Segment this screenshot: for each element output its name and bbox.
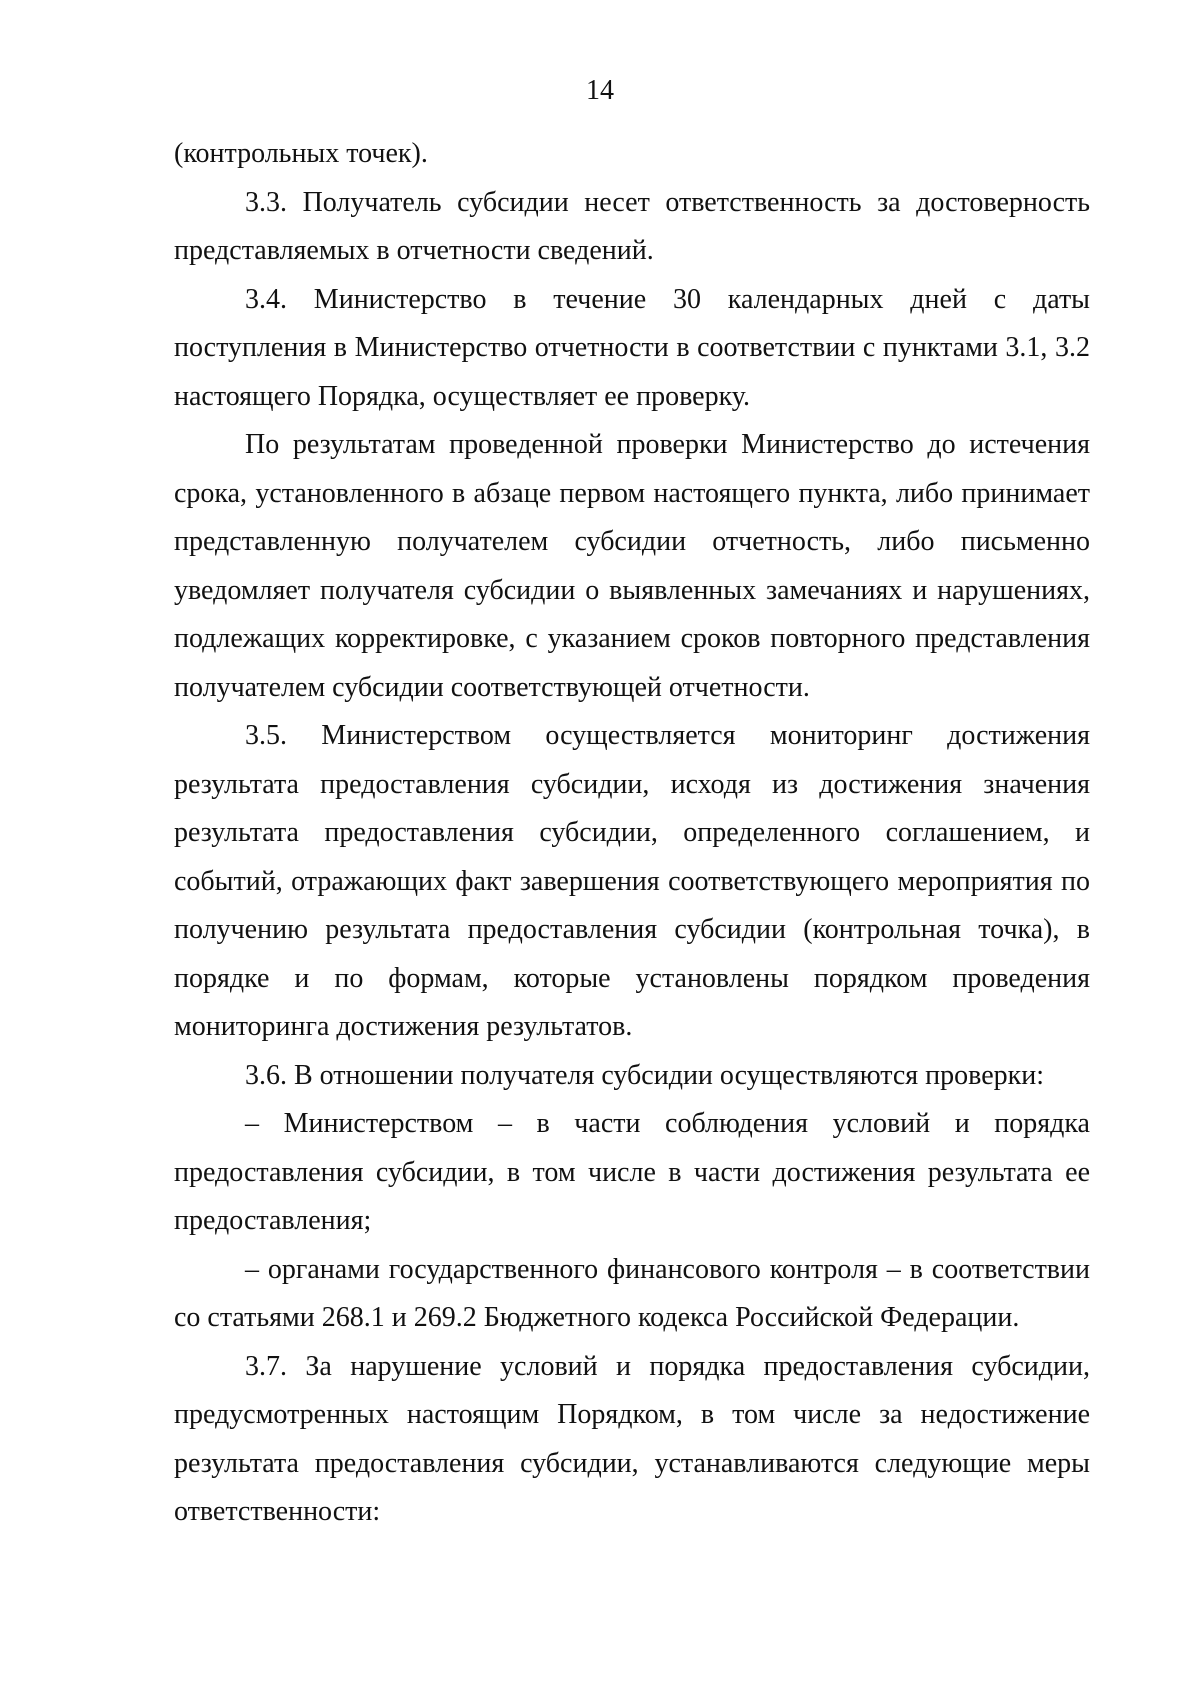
list-item-financial-control: – органами государственного финансового контроля – в соответствии со статьями 268.1 и 269.2 Бюджетного кодекса Российской Федерации.: [174, 1253, 1090, 1333]
list-item-ministry-check: – Министерством – в части соблюдения условий и порядка предоставления субсидии, в том числе в части достижения результата ее предоставления;: [174, 1108, 1090, 1236]
page-number: 14: [586, 75, 614, 106]
paragraph-3-4: 3.4. Министерство в течение 30 календарных дней с даты поступления в Министерство отчетности в соответствии с пунктами 3.1, 3.2 настоящего Порядка, осуществляет ее проверку.: [174, 283, 1090, 412]
paragraph-continuation: (контрольных точек).: [174, 138, 428, 169]
paragraph-3-6: 3.6. В отношении получателя субсидии осуществляются проверки:: [245, 1059, 1044, 1091]
paragraph-3-7: 3.7. За нарушение условий и порядка предоставления субсидии, предусмотренных настоящим Порядком, в том числе за недостижение результата предоставления субсидии, устанавливаются следующие меры ответственности:: [174, 1350, 1090, 1527]
paragraph-3-3: 3.3. Получатель субсидии несет ответственность за достоверность представляемых в отчетности сведений.: [174, 186, 1090, 266]
paragraph-review-results: По результатам проведенной проверки Министерство до истечения срока, установленного в абзаце первом настоящего пункта, либо принимает представленную получателем субсидии отчетность, либо письменно уведомляет получателя субсидии о выявленных замечаниях и нарушениях, подлежащих корректировке, с указанием сроков повторного представления получателем субсидии соответствующей отчетности.: [174, 429, 1090, 703]
document-body: [174, 130, 1090, 1537]
paragraph-3-5: 3.5. Министерством осуществляется мониторинг достижения результата предоставления субсидии, исходя из достижения значения результата предоставления субсидии, определенного соглашением, и событий, отражающих факт завершения соответствующего мероприятия по получению результата предоставления субсидии (контрольная точка), в порядке и по формам, которые установлены порядком проведения мониторинга достижения результатов.: [174, 720, 1090, 1042]
